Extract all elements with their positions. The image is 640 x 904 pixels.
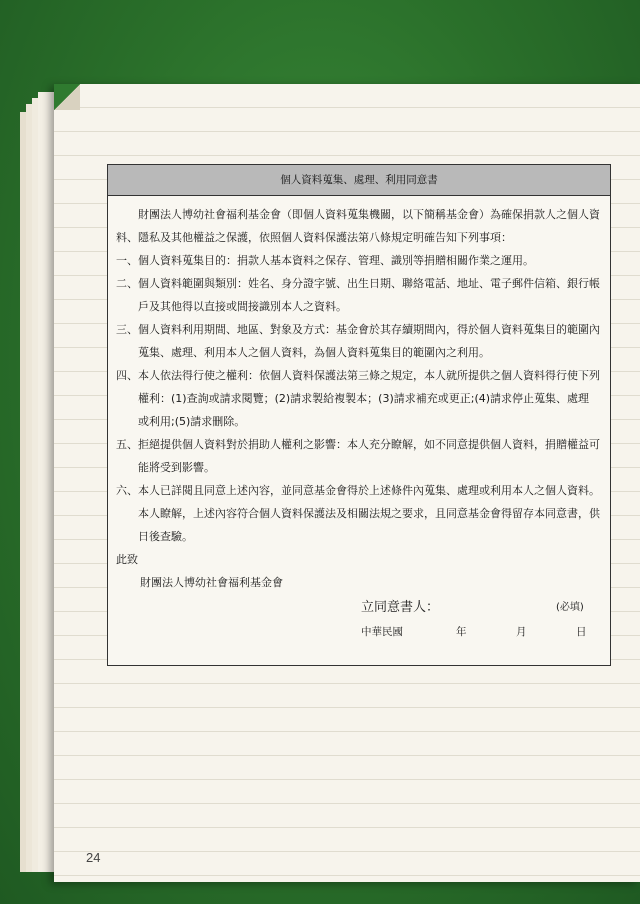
clause-text: 個人資料範圍與類別：姓名、身分證字號、出生日期、聯絡電話、地址、電子郵件信箱、銀行帳戶及其他得以直接或間接識別本人之資料。 [138, 277, 600, 313]
signature-row [116, 594, 600, 620]
consent-form [107, 164, 611, 666]
form-body [108, 196, 610, 646]
organization-name: 財團法人博幼社會福利基金會 [140, 576, 283, 589]
required-note: (必填) [556, 602, 584, 613]
intro-paragraph: 財團法人博幼社會福利基金會（即個人資料蒐集機關，以下簡稱基金會）為確保捐款人之個人資料、隱私及其他權益之保護，依照個人資料保護法第八條規定明確告知下列事項： [116, 208, 600, 244]
salutation: 此致 [116, 553, 138, 566]
clause-number: 四、 [116, 369, 138, 382]
clause-text: 個人資料利用期間、地區、對象及方式：基金會於其存續期間內，得於個人資料蒐集目的範圍內蒐集、處理、利用本人之個人資料，為個人資料蒐集目的範圍內之利用。 [138, 323, 600, 359]
clause-item [116, 249, 600, 272]
date-row [116, 620, 600, 646]
date-year: 年 [456, 626, 467, 638]
clause-number: 五、 [116, 438, 138, 451]
clause-text: 本人依法得行使之權利：依個人資料保護法第三條之規定，本人就所提供之個人資料得行使下列權利：(1)查詢或請求閱覽；(2)請求製給複製本；(3)請求補充或更正;(4)請求停止蒐集、處理或利用;(5)請求刪除。 [138, 369, 600, 428]
page-number: 24 [86, 850, 101, 865]
date-day: 日 [576, 626, 587, 638]
clause-item [116, 479, 600, 548]
clause-number: 一、 [116, 254, 138, 267]
clause-item [116, 364, 600, 433]
clause-item [116, 318, 600, 364]
clause-number: 二、 [116, 277, 138, 290]
date-era: 中華民國 [361, 626, 403, 638]
clause-number: 六、 [116, 484, 138, 497]
page-corner-fold [54, 84, 80, 110]
clause-text: 個人資料蒐集目的：捐款人基本資料之保存、管理、識別等捐贈相關作業之運用。 [138, 254, 534, 267]
clause-item [116, 272, 600, 318]
clause-text: 拒絕提供個人資料對於捐助人權利之影響：本人充分瞭解，如不同意提供個人資料，捐贈權益可能將受到影響。 [138, 438, 600, 474]
signer-label: 立同意書人： [361, 600, 440, 615]
clause-text: 本人已詳閱且同意上述內容，並同意基金會得於上述條件內蒐集、處理或利用本人之個人資料。本人瞭解，上述內容符合個人資料保護法及相關法規之要求，且同意基金會得留存本同意書，供日後查驗。 [138, 484, 600, 543]
form-title: 個人資料蒐集、處理、利用同意書 [108, 165, 610, 196]
clause-item [116, 433, 600, 479]
date-month: 月 [516, 626, 527, 638]
clause-number: 三、 [116, 323, 138, 336]
